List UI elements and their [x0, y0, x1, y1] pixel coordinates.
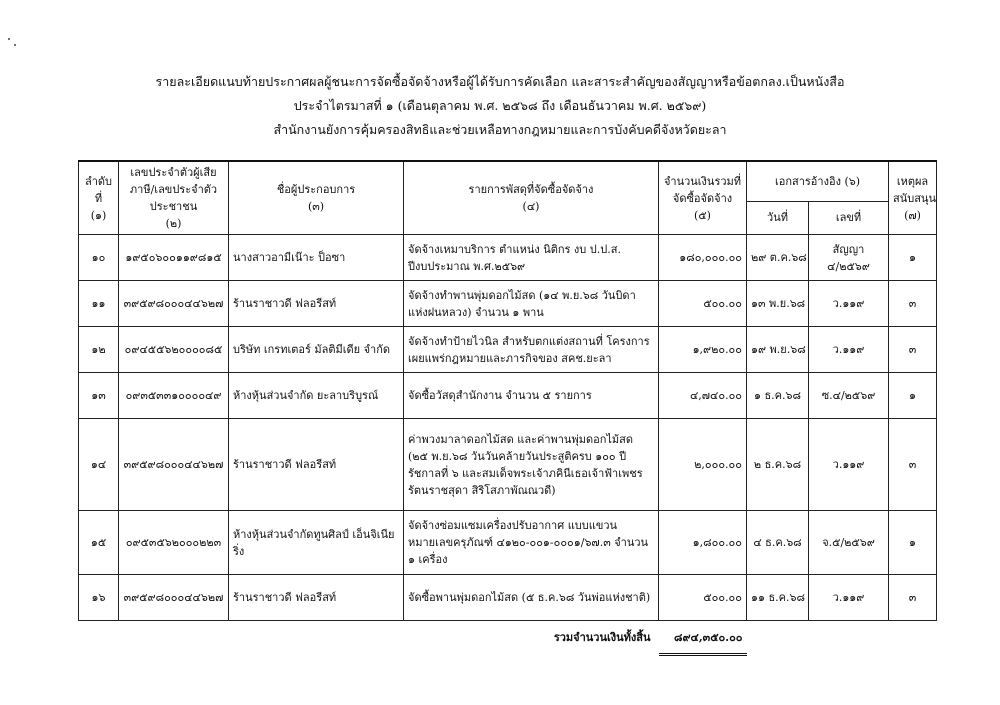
cell-seq: ๑๑ [79, 281, 119, 327]
col-ref-date-header: วันที่ [747, 201, 809, 234]
col-amount-header [659, 161, 747, 235]
table-row [79, 511, 937, 575]
total-value: ๘๙๔,๓๕๐.๐๐ [659, 621, 747, 655]
cell-seq: ๑๓ [79, 373, 119, 419]
cell-ref-date: ๔ ธ.ค.๖๘ [747, 511, 809, 575]
cell-amount: ๑,๙๒๐.๐๐ [659, 327, 747, 373]
header-line-1: รายละเอียดแนบท้ายประกาศผลผู้ชนะการจัดซื้อจัดจ้างหรือผู้ได้รับการคัดเลือก และสาระสำคัญของสัญญาหรือข้อตกลง.เป็นหนังสือ [155, 74, 845, 89]
cell-ref-num: จ.๕/๒๕๖๙ [809, 511, 889, 575]
cell-item: จัดซื้อวัสดุสำนักงาน จำนวน ๕ รายการ [404, 373, 659, 419]
cell-seq: ๑๔ [79, 419, 119, 511]
cell-ref-date: ๒ ธ.ค.๖๘ [747, 419, 809, 511]
procurement-table [78, 160, 937, 656]
cell-seq: ๑๒ [79, 327, 119, 373]
cell-seq: ๑๐ [79, 235, 119, 281]
col-vendor-number: (๓) [307, 200, 325, 213]
cell-reason: ๓ [889, 281, 937, 327]
col-item-header [404, 161, 659, 235]
cell-vendor: ร้านราชาวดี ฟลอรีสท์ [229, 575, 404, 621]
cell-ref-date: ๒๙ ต.ค.๖๘ [747, 235, 809, 281]
col-taxid-label: เลขประจำตัวผู้เสียภาษี/เลขประจำตัวประชาชน [129, 166, 218, 213]
cell-amount: ๒,๐๐๐.๐๐ [659, 419, 747, 511]
cell-reason: ๓ [889, 327, 937, 373]
col-seq-label: ลำดับที่ [84, 174, 113, 205]
document-header [0, 70, 1000, 142]
cell-vendor: บริษัท เกรทเตอร์ มัลติมีเดีย จำกัด [229, 327, 404, 373]
col-ref-num-header: เลขที่ [809, 201, 889, 234]
table-row [79, 373, 937, 419]
cell-ref-num: ซ.๔/๒๕๖๙ [809, 373, 889, 419]
col-ref-header: เอกสารอ้างอิง (๖) [747, 161, 889, 201]
cell-item: จัดซื้อพานพุ่มดอกไม้สด (๕ ธ.ค.๖๘ วันพ่อแห่งชาติ) [404, 575, 659, 621]
col-seq-header [79, 161, 119, 235]
cell-item: จัดจ้างทำป้ายไวนิล สำหรับตกแต่งสถานที่ โครงการเผยแพร่กฎหมายและภารกิจของ สคช.ยะลา [404, 327, 659, 373]
cell-taxid: ๐๙๕๓๕๖๒๐๐๐๒๒๓ [119, 511, 229, 575]
cell-vendor: ห้างหุ้นส่วนจำกัด ยะลาบริบูรณ์ [229, 373, 404, 419]
cell-taxid: ๓๙๕๙๘๐๐๐๔๔๖๒๗ [119, 575, 229, 621]
cell-item: จัดจ้างซ่อมแซมเครื่องปรับอากาศ แบบแขวน หมายเลขครุภัณฑ์ ๔๑๒๐-๐๐๑-๐๐๐๑/๖๗.๓ จำนวน ๑ เครื่อง [404, 511, 659, 575]
col-taxid-header [119, 161, 229, 235]
cell-item: ค่าพวงมาลาดอกไม้สด และค่าพานพุ่มดอกไม้สด (๒๕ พ.ย.๖๘ วันวันคล้ายวันประสูติครบ ๑๐๐ ปี รัชกาลที่ ๖ และสมเด็จพระเจ้าภคินีเธอเจ้าฟ้าเพชรรัตนราชสุดา สิริโสภาพัณณวดี) [404, 419, 659, 511]
cell-ref-date: ๑๓ พ.ย.๖๘ [747, 281, 809, 327]
cell-taxid: ๓๙๕๙๘๐๐๐๔๔๖๒๗ [119, 419, 229, 511]
total-spacer [747, 621, 937, 655]
header-line-3: สำนักงานยังการคุ้มครองสิทธิและช่วยเหลือทางกฎหมายและการบังคับคดีจังหวัดยะลา [273, 122, 727, 137]
col-item-label: รายการพัสดุที่จัดซื้อจัดจ้าง [468, 183, 594, 196]
cell-ref-date: ๑๙ พ.ย.๖๘ [747, 327, 809, 373]
scan-speck [14, 44, 16, 46]
cell-taxid: ๐๙๔๕๕๖๒๐๐๐๐๘๕ [119, 327, 229, 373]
col-seq-number: (๑) [90, 208, 107, 222]
cell-ref-num: สัญญา ๔/๒๕๖๙ [809, 235, 889, 281]
total-label: รวมจำนวนเงินทั้งสิ้น [553, 631, 651, 645]
cell-amount: ๑,๘๐๐.๐๐ [659, 511, 747, 575]
col-vendor-header [229, 161, 404, 235]
header-line-2: ประจำไตรมาสที่ ๑ (เดือนตุลาคม พ.ศ. ๒๕๖๘ ถึง เดือนธันวาคม พ.ศ. ๒๕๖๙) [293, 98, 707, 113]
table-header [79, 161, 937, 235]
cell-seq: ๑๖ [79, 575, 119, 621]
cell-ref-date: ๑ ธ.ค.๖๘ [747, 373, 809, 419]
cell-amount: ๔,๗๔๐.๐๐ [659, 373, 747, 419]
cell-ref-num: ว.๑๑๙ [809, 575, 889, 621]
col-item-number: (๔) [522, 200, 540, 213]
cell-reason: ๑ [889, 511, 937, 575]
cell-reason: ๓ [889, 575, 937, 621]
table-row [79, 327, 937, 373]
col-reason-number: (๗) [904, 208, 921, 222]
col-reason-header [889, 161, 937, 235]
table-row [79, 575, 937, 621]
cell-vendor: ห้างหุ้นส่วนจำกัดทูนศิลป์ เอ็นจิเนียริ่ง [229, 511, 404, 575]
cell-vendor: ร้านราชาวดี ฟลอรีสท์ [229, 281, 404, 327]
cell-ref-num: ว.๑๑๙ [809, 327, 889, 373]
cell-amount: ๕๐๐.๐๐ [659, 281, 747, 327]
cell-amount: ๕๐๐.๐๐ [659, 575, 747, 621]
col-taxid-number: (๒) [165, 217, 182, 230]
cell-reason: ๑ [889, 235, 937, 281]
cell-ref-num: ว.๑๑๙ [809, 281, 889, 327]
cell-taxid: ๑๙๕๐๖๐๐๑๑๙๘๑๕ [119, 235, 229, 281]
cell-vendor: ร้านราชาวดี ฟลอรีสท์ [229, 419, 404, 511]
cell-ref-date: ๑๑ ธ.ค.๖๘ [747, 575, 809, 621]
col-amount-label: จำนวนเงินรวมที่จัดซื้อจัดจ้าง [663, 174, 742, 205]
cell-reason: ๑ [889, 373, 937, 419]
cell-item: จัดจ้างเหมาบริการ ตำแหน่ง นิติกร งบ ป.ป.ส. ปีงบประมาณ พ.ศ.๒๕๖๙ [404, 235, 659, 281]
cell-reason: ๓ [889, 419, 937, 511]
scan-speck [8, 38, 10, 40]
col-vendor-label: ชื่อผู้ประกอบการ [276, 183, 356, 196]
col-amount-number: (๕) [694, 208, 711, 222]
total-row [79, 621, 937, 655]
cell-taxid: ๓๙๕๙๘๐๐๐๔๔๖๒๗ [119, 281, 229, 327]
table-body [79, 235, 937, 655]
cell-taxid: ๐๙๓๕๓๓๑๐๐๐๐๔๙ [119, 373, 229, 419]
cell-item: จัดจ้างทำพานพุ่มดอกไม้สด (๑๔ พ.ย.๖๘ วันบิดาแห่งฝนหลวง) จำนวน ๑ พาน [404, 281, 659, 327]
cell-amount: ๑๘๐,๐๐๐.๐๐ [659, 235, 747, 281]
table-row [79, 235, 937, 281]
cell-seq: ๑๕ [79, 511, 119, 575]
table-row [79, 281, 937, 327]
col-reason-label: เหตุผลสนับสนุน [893, 174, 936, 205]
table-row [79, 419, 937, 511]
cell-ref-num: ว.๑๑๙ [809, 419, 889, 511]
cell-vendor: นางสาวอามีเน๊าะ ป็อซา [229, 235, 404, 281]
